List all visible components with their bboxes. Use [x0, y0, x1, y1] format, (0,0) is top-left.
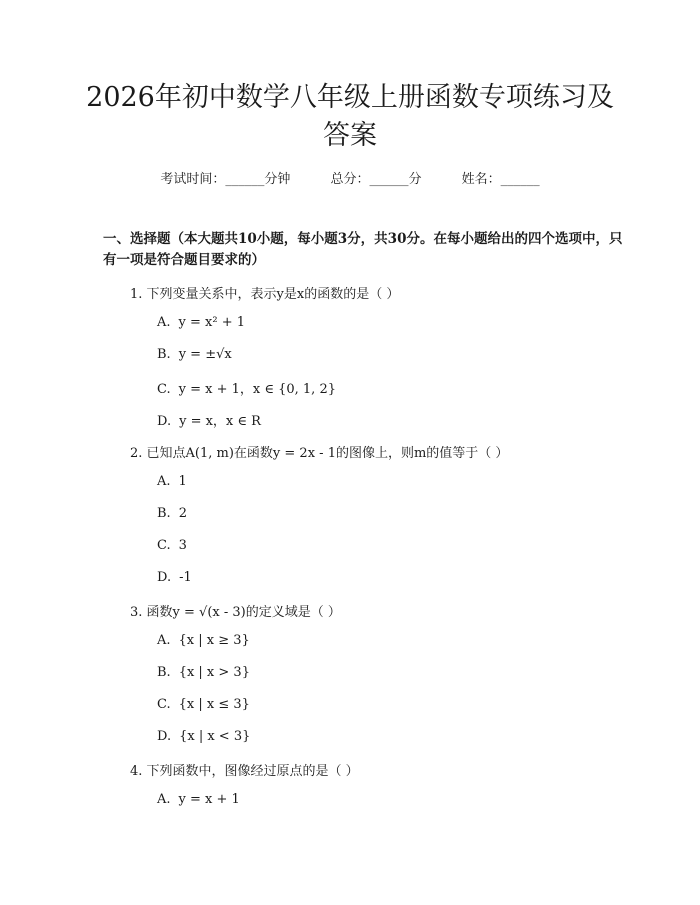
- question-2-stem: 2. 已知点A(1, m)在函数y = 2x - 1的图像上，则m的值等于（ ）: [130, 446, 509, 461]
- question-2-option-b: [157, 506, 187, 521]
- option-letter: B.: [157, 506, 171, 521]
- option-text: y = x² + 1: [178, 315, 246, 330]
- option-letter: D.: [157, 729, 172, 744]
- exam-time-field: 考试时间：______分钟: [160, 172, 291, 187]
- question-3-option-a: [157, 633, 250, 648]
- option-letter: B.: [157, 347, 171, 362]
- option-letter: A.: [157, 633, 171, 648]
- question-1-option-b: [157, 347, 232, 362]
- exam-title-line-1: 2026年初中数学八年级上册函数专项练习及: [86, 82, 614, 113]
- question-3-stem: 3. 函数y = √(x - 3)的定义域是（ ）: [130, 605, 341, 620]
- option-text: y = x + 1，x ∈ {0, 1, 2}: [178, 382, 336, 397]
- option-text: 2: [178, 506, 187, 521]
- option-text: -1: [179, 570, 192, 585]
- question-1-option-d: [157, 410, 261, 429]
- question-3-option-b: [157, 665, 250, 680]
- question-3-option-d: [157, 729, 250, 744]
- option-letter: C.: [157, 538, 171, 553]
- question-2-option-d: [157, 570, 192, 585]
- question-1-option-a: [157, 315, 245, 330]
- question-1-option-c: [157, 378, 336, 397]
- question-2-option-c: [157, 538, 187, 553]
- option-letter: D.: [157, 414, 172, 429]
- question-3-option-c: [157, 697, 250, 712]
- option-letter: C.: [157, 382, 171, 397]
- option-letter: B.: [157, 665, 171, 680]
- question-4-option-a: [157, 792, 240, 807]
- section-heading: 一、选择题（本大题共10小题，每小题3分，共30分。在每小题给出的四个选项中，只有一项是符合题目要求的）: [103, 231, 623, 268]
- option-text: {x | x ≤ 3}: [178, 697, 250, 712]
- option-letter: A.: [157, 792, 171, 807]
- exam-title: [60, 79, 640, 155]
- exam-title-line-2: 答案: [323, 120, 377, 151]
- option-letter: C.: [157, 697, 171, 712]
- option-text: y = x，x ∈ R: [179, 414, 261, 429]
- option-text: 3: [178, 538, 187, 553]
- option-text: y = x + 1: [178, 792, 240, 807]
- option-letter: D.: [157, 570, 172, 585]
- exam-meta: [0, 168, 700, 187]
- exam-score-field: 总分：______分: [330, 172, 422, 187]
- option-text: {x | x > 3}: [178, 665, 250, 680]
- question-4-stem: 4. 下列函数中，图像经过原点的是（ ）: [130, 764, 359, 779]
- option-text: {x | x ≥ 3}: [178, 633, 250, 648]
- exam-name-field: 姓名：______: [461, 172, 540, 187]
- option-text: y = ±√x: [178, 347, 232, 362]
- option-letter: A.: [157, 474, 171, 489]
- option-letter: A.: [157, 315, 171, 330]
- option-text: 1: [178, 474, 187, 489]
- question-2-option-a: [157, 474, 187, 489]
- question-1-stem: 1. 下列变量关系中，表示y是x的函数的是（ ）: [130, 287, 400, 302]
- option-text: {x | x < 3}: [179, 729, 251, 744]
